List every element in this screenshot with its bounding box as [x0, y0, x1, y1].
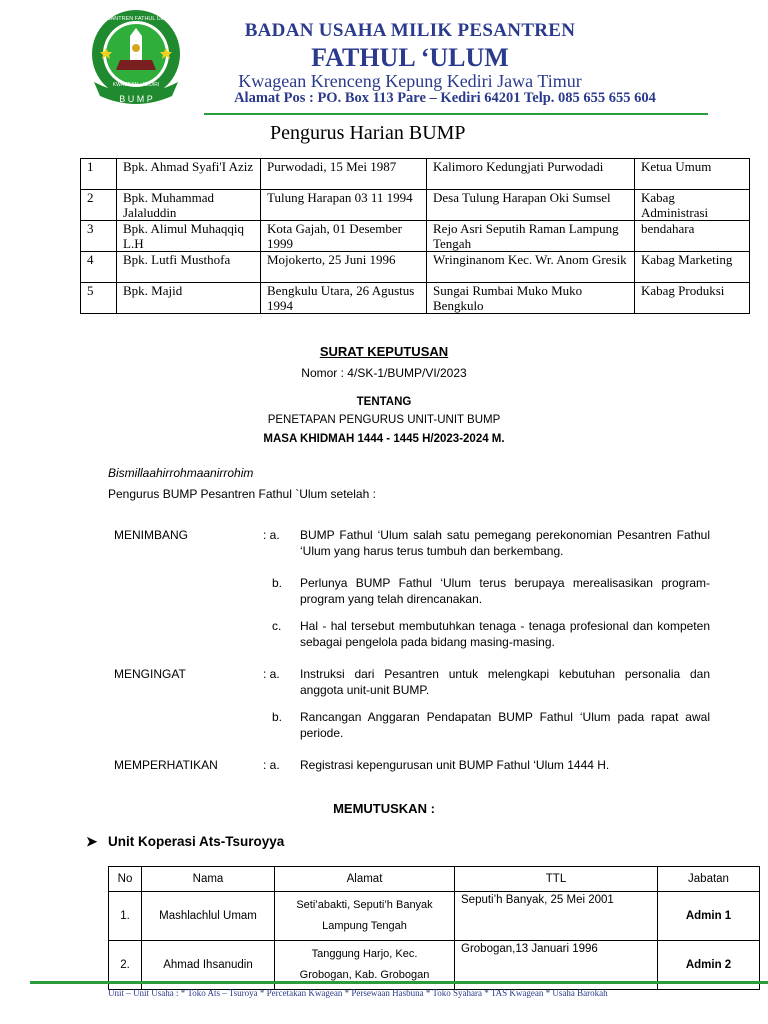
member-position: bendahara [635, 221, 750, 252]
decree-period: MASA KHIDMAH 1444 - 1445 H/2023-2024 M. [263, 433, 505, 445]
document-title: Pengurus Harian BUMP [270, 122, 466, 144]
decree-about-label: TENTANG [356, 396, 412, 408]
col-header: TTL [455, 867, 658, 892]
member-position: Admin 1 [658, 892, 760, 941]
table-row [81, 159, 750, 190]
member-birth: Purwodadi, 15 Mei 1987 [261, 159, 427, 190]
point-marker: b. [272, 576, 283, 590]
menimbang-label: MENIMBANG [114, 528, 189, 542]
member-name: Ahmad Ihsanudin [142, 941, 275, 990]
org-name: BADAN USAHA MILIK PESANTREN [244, 20, 576, 41]
point-marker: : a. [263, 667, 280, 681]
org-address: Alamat Pos : PO. Box 113 Pare – Kediri 64201 Telp. 085 655 655 604 [234, 90, 656, 106]
address-line: Lampung Tengah [322, 920, 407, 932]
arrow-bullet-icon: ➤ [86, 834, 98, 849]
address-line: Seti’abakti, Seputi’h Banyak [296, 899, 433, 911]
menimbang-b: Perlunya BUMP Fathul ‘Ulum terus berupaya merealisasikan program-program yang telah direncanakan. [300, 576, 710, 606]
mengingat-b: Rancangan Anggaran Pendapatan BUMP Fathul ‘Ulum pada rapat awal periode. [300, 710, 710, 740]
row-number: 2. [109, 941, 142, 990]
row-number: 2 [81, 190, 117, 221]
menimbang-c: Hal - hal tersebut membutuhkan tenaga - tenaga profesional dan kompeten sebagai pengelola pada bidang masing-masing. [300, 619, 710, 649]
member-name: Bpk. Alimul Muhaqqiq L.H [117, 221, 261, 252]
row-number: 5 [81, 283, 117, 314]
member-address: Desa Tulung Harapan Oki Sumsel [427, 190, 635, 221]
row-number: 1 [81, 159, 117, 190]
footer-divider [30, 981, 768, 984]
bump-logo [86, 8, 186, 108]
col-header: Jabatan [658, 867, 760, 892]
memutuskan-heading: MEMUTUSKAN : [333, 801, 435, 816]
member-birth: Grobogan,13 Januari 1996 [455, 941, 658, 990]
decree-subject: PENETAPAN PENGURUS UNIT-UNIT BUMP [267, 414, 501, 426]
col-header: Alamat [275, 867, 455, 892]
member-address: Wringinanom Kec. Wr. Anom Gresik [427, 252, 635, 283]
member-name: Mashlachlul Umam [142, 892, 275, 941]
row-number: 1. [109, 892, 142, 941]
decree-number: Nomor : 4/SK-1/BUMP/VI/2023 [301, 366, 467, 380]
member-birth: Bengkulu Utara, 26 Agustus 1994 [261, 283, 427, 314]
member-name: Bpk. Lutfi Musthofa [117, 252, 261, 283]
member-birth: Kota Gajah, 01 Desember 1999 [261, 221, 427, 252]
unit-title: Unit Koperasi Ats-Tsuroyya [108, 834, 285, 849]
table-row [81, 283, 750, 314]
member-position: Kabag Marketing [635, 252, 750, 283]
point-marker: c. [272, 619, 282, 633]
decree-title: SURAT KEPUTUSAN [319, 344, 449, 359]
member-address [275, 892, 455, 941]
svg-text:B U M P: B U M P [119, 94, 153, 104]
footer-units: Unit – Unit Usaha : * Toko Ats – Tsuroya * Percetakan Kwagean * Persewaan Hasbuna * Toko Syahara * TAS Kwagean * Usaha Barokah [108, 988, 608, 998]
unit-table [108, 866, 760, 990]
address-line: Grobogan, Kab. Grobogan [299, 969, 430, 981]
point-marker: : a. [263, 758, 280, 772]
member-position: Ketua Umum [635, 159, 750, 190]
decree-intro: Pengurus BUMP Pesantren Fathul `Ulum setelah : [108, 487, 376, 501]
table-header-row [109, 867, 760, 892]
address-line: Tanggung Harjo, Kec. [311, 948, 418, 960]
memperhatikan-label: MEMPERHATIKAN [114, 758, 218, 772]
member-birth: Mojokerto, 25 Juni 1996 [261, 252, 427, 283]
member-birth: Tulung Harapan 03 11 1994 [261, 190, 427, 221]
member-name: Bpk. Majid [117, 283, 261, 314]
mengingat-a: Instruksi dari Pesantren untuk melengkapi kebutuhan personalia dan anggota unit-unit BUMP. [300, 667, 710, 697]
member-position: Kabag Produksi [635, 283, 750, 314]
member-address: Rejo Asri Seputih Raman Lampung Tengah [427, 221, 635, 252]
org-title: FATHUL ‘ULUM [311, 43, 509, 72]
bismillah: Bismillaahirrohmaanirrohim [108, 466, 254, 480]
point-marker: b. [272, 710, 283, 724]
mengingat-label: MENGINGAT [114, 667, 186, 681]
svg-text:PESANTREN FATHUL ULUM: PESANTREN FATHUL ULUM [99, 16, 173, 22]
row-number: 3 [81, 221, 117, 252]
member-address: Kalimoro Kedungjati Purwodadi [427, 159, 635, 190]
menimbang-a: BUMP Fathul ‘Ulum salah satu pemegang perekonomian Pesantren Fathul ‘Ulum yang harus terus tumbuh dan berkembang. [300, 528, 710, 558]
row-number: 4 [81, 252, 117, 283]
unit-heading [86, 834, 284, 850]
member-position: Admin 2 [658, 941, 760, 990]
col-header: Nama [142, 867, 275, 892]
member-name: Bpk. Muhammad Jalaluddin [117, 190, 261, 221]
pengurus-table [80, 158, 750, 314]
header-divider [204, 113, 708, 115]
table-row [81, 190, 750, 221]
table-row [81, 252, 750, 283]
col-header: No [109, 867, 142, 892]
member-birth: Seputi’h Banyak, 25 Mei 2001 [455, 892, 658, 941]
org-location: Kwagean Krenceng Kepung Kediri Jawa Timur [238, 71, 582, 91]
point-marker: : a. [263, 528, 280, 542]
table-row [109, 892, 760, 941]
svg-text:KWAGEAN - KEDIRI: KWAGEAN - KEDIRI [112, 82, 160, 88]
member-name: Bpk. Ahmad Syafi'I Aziz [117, 159, 261, 190]
member-address: Sungai Rumbai Muko Muko Bengkulo [427, 283, 635, 314]
memperhatikan-a: Registrasi kepengurusan unit BUMP Fathul ‘Ulum 1444 H. [300, 758, 610, 772]
member-position: Kabag Administrasi [635, 190, 750, 221]
table-row [81, 221, 750, 252]
